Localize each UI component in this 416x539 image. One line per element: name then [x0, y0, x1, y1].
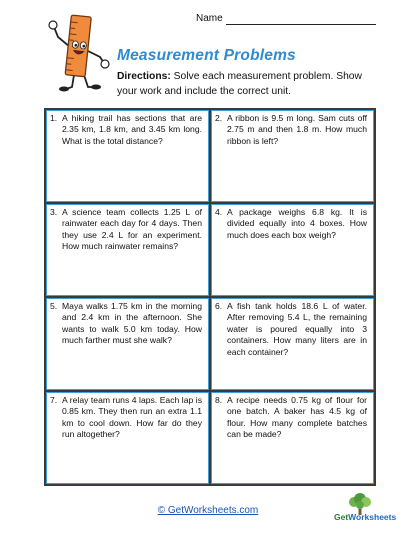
- copyright-link[interactable]: © GetWorksheets.com: [157, 505, 259, 516]
- problem-cell[interactable]: [46, 392, 209, 484]
- name-line[interactable]: [226, 14, 376, 25]
- problem-cell[interactable]: [211, 204, 374, 296]
- logo-worksheets: Worksheets: [348, 512, 397, 522]
- problem-grid: [44, 108, 376, 486]
- problem-cell[interactable]: [211, 392, 374, 484]
- problem-cell[interactable]: [46, 204, 209, 296]
- directions-label: Directions:: [117, 71, 171, 82]
- problem-text: Maya walks 1.75 km in the morning and 2.4 km in the afternoon. She wants to walk 5.0 km today. How much farther must she walk?: [62, 301, 202, 346]
- logo-get: Get: [334, 512, 349, 522]
- problem-cell[interactable]: [46, 110, 209, 202]
- problem-text: A science team collects 1.25 L of rainwater each day for 4 days. Then they use 2.4 L for an experiment. How much rainwater remains?: [62, 207, 202, 252]
- problem-number: 4.: [215, 207, 223, 217]
- problem-cell[interactable]: [46, 298, 209, 390]
- problem-text: A relay team runs 4 laps. Each lap is 0.85 km. They then run an extra 1.1 km to cool down. How far do they run altogether?: [62, 395, 202, 440]
- problem-number: 5.: [50, 301, 58, 311]
- directions-text: Solve each measurement problem. Show your work and include the correct unit.: [117, 71, 362, 97]
- problem-number: 8.: [215, 395, 223, 405]
- problem-text: A package weighs 6.8 kg. It is divided equally into 4 boxes. How much does each box weigh?: [227, 207, 367, 240]
- ruler-mascot-icon: [44, 13, 114, 95]
- problem-text: A hiking trail has sections that are 2.35 km, 1.8 km, and 3.45 km long. What is the total distance?: [62, 113, 202, 146]
- problem-cell[interactable]: [211, 110, 374, 202]
- problem-text: A ribbon is 9.5 m long. Sam cuts off 2.75 m and then 1.8 m. How much ribbon is left?: [227, 113, 367, 146]
- problem-number: 6.: [215, 301, 223, 311]
- page-title: Measurement Problems: [117, 47, 296, 64]
- problem-text: A recipe needs 0.75 kg of flour for one batch. A baker has 4.5 kg of flour. How many complete batches can be made?: [227, 395, 367, 440]
- getworksheets-logo[interactable]: [318, 493, 408, 527]
- problem-number: 1.: [50, 113, 58, 123]
- name-field[interactable]: [196, 11, 376, 25]
- directions: [117, 70, 379, 99]
- problem-cell[interactable]: [211, 298, 374, 390]
- problem-number: 7.: [50, 395, 58, 405]
- logo-text: [334, 512, 396, 522]
- problem-text: A fish tank holds 18.6 L of water. After removing 5.4 L, the remaining water is poured equally into 3 containers. How many liters are in each container?: [227, 301, 367, 357]
- problem-number: 3.: [50, 207, 58, 217]
- name-label: Name: [196, 13, 223, 24]
- problem-number: 2.: [215, 113, 223, 123]
